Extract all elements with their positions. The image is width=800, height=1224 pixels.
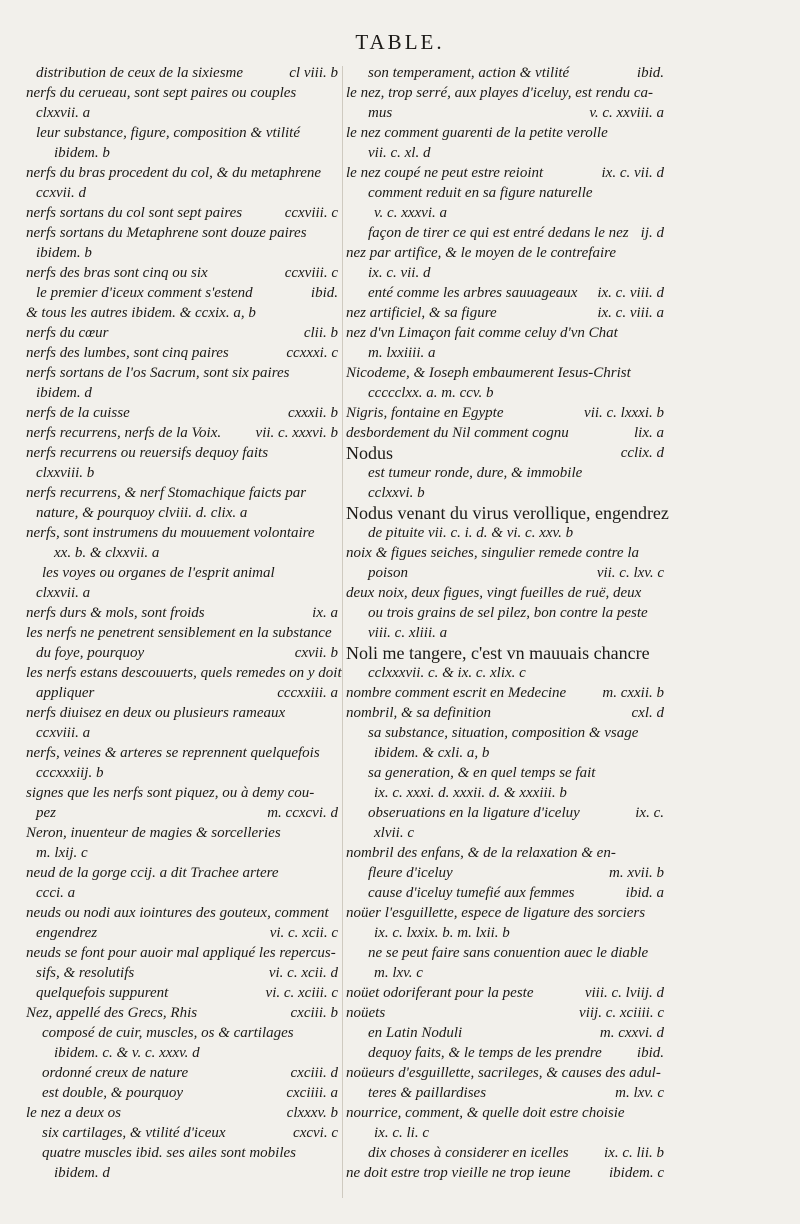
index-entry [26,443,338,463]
index-entry [26,803,338,823]
entry-text: noüer l'esguillette, espece de ligature des sorciers [346,905,646,921]
entry-text: nerfs des bras sont cinq ou six [26,265,208,281]
index-entry [346,363,664,383]
entry-page-ref: ix. c. viii. d [597,285,664,301]
index-entry [346,543,664,563]
entry-text: ccci. a [36,885,76,901]
entry-page-ref: ccxviii. c [284,265,338,281]
entry-text: mus [368,105,393,121]
entry-text: noüeurs d'esguillette, sacrileges, & causes des adul- [346,1065,661,1081]
index-entry [346,423,664,443]
index-entry [346,283,664,303]
index-entry [26,403,338,423]
index-entry [26,1103,338,1123]
index-entry [26,503,338,523]
entry-page-ref: cxciii. b [290,1005,338,1021]
entry-text: m. lxv. c [374,965,423,981]
index-entry [346,483,664,503]
index-entry [26,883,338,903]
index-entry [346,803,664,823]
index-entry [26,383,338,403]
index-entry [346,403,664,423]
entry-page-ref: cccxxiii. a [277,685,338,701]
index-entry [346,903,664,923]
index-entry [26,943,338,963]
entry-text: noüet odoriferant pour la peste [346,985,534,1001]
entry-text: ibidem. b [54,145,110,161]
entry-page-ref: ix. c. vii. d [601,165,664,181]
index-entry [26,663,342,683]
entry-page-ref: ibid. a [625,885,664,901]
entry-text: composé de cuir, muscles, os & cartilages [42,1025,294,1041]
entry-page-ref: viij. c. xciiii. c [579,1005,664,1021]
entry-page-ref: m. xvii. b [609,865,664,881]
index-entry [26,623,338,643]
entry-text: sa generation, & en quel temps se fait [368,765,596,781]
index-entry [346,783,664,803]
entry-page-ref: ibid. [636,65,664,81]
entry-page-ref: viii. c. lviij. d [584,985,664,1001]
index-entry [26,1123,338,1143]
entry-text: distribution de ceux de la sixiesme [36,65,244,81]
entry-text: clxxvii. a [36,585,91,601]
index-entry [26,1023,338,1043]
entry-text: nerfs sortans de l'os Sacrum, sont six paires [26,365,290,381]
index-entry [346,223,664,243]
entry-page-ref: vii. c. lxv. c [596,565,664,581]
entry-text: Noli me tangere, c'est vn mauuais chancre [346,643,650,663]
index-entry [346,1163,664,1183]
index-entry [346,1143,664,1163]
index-entry [346,1003,664,1023]
entry-text: clxxvii. a [36,105,91,121]
entry-text: nerfs sortans du col sont sept paires [26,205,243,221]
entry-text: dequoy faits, & le temps de les prendre [368,1045,602,1061]
entry-text: dix choses à considerer en icelles [368,1145,569,1161]
entry-page-ref: cclix. d [620,445,664,461]
index-entry [346,1123,664,1143]
entry-text: vii. c. xl. d [368,145,431,161]
index-entry [26,83,338,103]
entry-text: ccccclxx. a. m. ccv. b [368,385,494,401]
entry-text: ibidem. c. & v. c. xxxv. d [54,1045,200,1061]
index-entry [26,723,338,743]
entry-text: nez artificiel, & sa figure [346,305,497,321]
index-entry [26,103,338,123]
index-entry [26,1063,338,1083]
index-entry [346,983,664,1003]
index-entry [346,823,664,843]
index-entry [26,343,338,363]
entry-text: le nez comment guarenti de la petite verolle [346,125,608,141]
index-entry [26,463,338,483]
entry-text: deux noix, deux figues, vingt fueilles de ruë, deux [346,585,642,601]
index-entry [26,323,338,343]
index-entry [26,1043,338,1063]
index-entry [346,463,664,483]
index-entry [346,303,664,323]
index-entry [26,923,338,943]
index-entry [346,623,664,643]
entry-text: neuds se font pour auoir mal appliqué les repercus- [26,945,336,961]
entry-page-ref: ibid. [636,1045,664,1061]
index-entry [26,523,338,543]
index-entry [26,583,338,603]
index-entry [346,443,664,463]
entry-text: enté comme les arbres sauuageaux [368,285,578,301]
entry-text: nourrice, comment, & quelle doit estre choisie [346,1105,625,1121]
entry-text: nerfs durs & mols, sont froids [26,605,205,621]
index-column-left [26,63,342,1183]
entry-text: Nigris, fontaine en Egypte [346,405,504,421]
entry-text: nerfs du cœur [26,325,109,341]
index-column-right [346,63,669,1183]
entry-text: sifs, & resolutifs [36,965,135,981]
entry-text: neud de la gorge ccij. a dit Trachee artere [26,865,279,881]
index-entry [346,943,664,963]
entry-page-ref: lix. a [634,425,664,441]
entry-text: quatre muscles ibid. ses ailes sont mobiles [42,1145,297,1161]
index-entry [346,743,664,763]
entry-text: ccxvii. d [36,185,86,201]
entry-text: nerfs recurrens, & nerf Stomachique faicts par [26,485,307,501]
entry-text: quelquefois suppurent [36,985,169,1001]
index-entry [26,123,338,143]
index-entry [346,143,664,163]
entry-text: le premier d'iceux comment s'estend [36,285,253,301]
index-entry [26,423,338,443]
index-entry [346,203,664,223]
entry-text: est tumeur ronde, dure, & immobile [368,465,583,481]
entry-page-ref: m. cxxii. b [602,685,664,701]
entry-text: cclxxxvii. c. & ix. c. xlix. c [368,665,526,681]
index-entry [26,643,338,663]
entry-page-ref: ij. d [640,225,664,241]
entry-text: ibidem. & cxli. a, b [374,745,490,761]
entry-text: cccxxxiij. b [36,765,104,781]
entry-text: appliquer [36,685,95,701]
index-entry [346,343,664,363]
index-entry [346,843,664,863]
index-entry [346,563,664,583]
entry-text: façon de tirer ce qui est entré dedans le nez [368,225,629,241]
entry-text: poison [368,565,409,581]
index-entry [346,103,664,123]
index-entry [26,863,338,883]
index-entry [346,183,664,203]
entry-page-ref: cxciiii. a [286,1085,338,1101]
entry-text: Neron, inuenteur de magies & sorcelleries [26,825,281,841]
entry-text: le nez a deux os [26,1105,121,1121]
entry-text: ibidem. d [36,385,92,401]
index-entry [346,603,664,623]
index-entry [26,243,338,263]
entry-page-ref: cxcvi. c [293,1125,338,1141]
entry-text: ix. c. vii. d [368,265,431,281]
entry-page-ref: clxxxv. b [286,1105,338,1121]
index-entry [346,663,664,683]
entry-text: m. lxxiiii. a [368,345,436,361]
entry-text: Nodus venant du virus verollique, engendrez [346,503,669,523]
entry-text: comment reduit en sa figure naturelle [368,185,593,201]
entry-text: le nez, trop serré, aux playes d'iceluy, est rendu ca- [346,85,654,101]
index-entry [346,1083,664,1103]
index-entry [346,683,664,703]
entry-page-ref: cxvii. b [294,645,338,661]
index-entry [26,763,338,783]
entry-text: Nicodeme, & Ioseph embaumerent Iesus-Christ [346,365,631,381]
index-entry [346,723,664,743]
entry-text: en Latin Noduli [368,1025,463,1041]
index-entry [26,363,338,383]
index-entry [26,903,338,923]
index-entry [26,983,338,1003]
entry-text: signes que les nerfs sont piquez, ou à demy cou- [26,785,315,801]
entry-text: obseruations en la ligature d'iceluy [368,805,580,821]
entry-page-ref: ix. a [312,605,338,621]
entry-page-ref: m. cxxvi. d [599,1025,664,1041]
entry-text: nerfs de la cuisse [26,405,130,421]
entry-text: ccxviii. a [36,725,91,741]
entry-page-ref: ibidem. c [609,1165,664,1181]
entry-text: & tous les autres ibidem. & ccxix. a, b [26,305,256,321]
entry-text: six cartilages, & vtilité d'iceux [42,1125,226,1141]
entry-page-ref: clii. b [303,325,338,341]
index-entry [26,603,338,623]
index-entry [26,1083,338,1103]
index-entry [346,1103,664,1123]
index-entry [346,963,664,983]
index-entry [26,963,338,983]
index-entry [346,703,664,723]
index-entry [346,83,664,103]
entry-text: du foye, pourquoy [36,645,145,661]
entry-text: le nez coupé ne peut estre reioint [346,165,544,181]
entry-text: engendrez [36,925,98,941]
entry-text: noix & figues seiches, singulier remede contre la [346,545,639,561]
index-entry [346,383,664,403]
entry-text: desbordement du Nil comment cognu [346,425,569,441]
entry-page-ref: ccxviii. c [284,205,338,221]
entry-text: les nerfs ne penetrent sensiblement en la substance [26,625,332,641]
entry-page-ref: vi. c. xcii. c [269,925,338,941]
entry-page-ref: ccxxxi. c [286,345,338,361]
index-entry [346,503,669,523]
index-entry [26,823,338,843]
index-entry [346,523,664,543]
entry-page-ref: v. c. xxviii. a [589,105,664,121]
index-entry [346,263,664,283]
index-entry [26,1163,338,1183]
index-entry [26,483,338,503]
entry-text: ix. c. xxxi. d. xxxii. d. & xxxiii. b [374,785,567,801]
entry-text: cause d'iceluy tumefié aux femmes [368,885,575,901]
entry-text: nerfs recurrens ou reuersifs dequoy faits [26,445,269,461]
entry-page-ref: ibid. [310,285,338,301]
entry-text: nerfs, veines & arteres se reprennent quelquefois [26,745,320,761]
entry-text: leur substance, figure, composition & vtilité [36,125,300,141]
index-entry [26,63,338,83]
index-entry [346,883,664,903]
index-entry [26,143,338,163]
entry-text: nerfs des lumbes, sont cinq paires [26,345,229,361]
entry-text: nez d'vn Limaçon fait comme celuy d'vn Chat [346,325,618,341]
index-entry [26,563,338,583]
index-entry [26,843,338,863]
index-entry [26,223,338,243]
entry-text: nerfs sortans du Metaphrene sont douze paires [26,225,307,241]
entry-text: est double, & pourquoy [42,1085,184,1101]
entry-text: nature, & pourquoy clviii. d. clix. a [36,505,248,521]
entry-text: les nerfs estans descouuerts, quels remedes on y doit [26,665,342,681]
entry-text: ou trois grains de sel pilez, bon contre la peste [368,605,648,621]
entry-text: nombre comment escrit en Medecine [346,685,567,701]
index-entry [346,243,664,263]
index-entry [346,643,664,663]
entry-text: nerfs du bras procedent du col, & du metaphrene [26,165,322,181]
entry-text: Nodus [346,443,394,463]
entry-page-ref: vi. c. xcii. d [268,965,338,981]
index-entry [26,263,338,283]
index-entry [346,583,664,603]
entry-text: nerfs recurrens, nerfs de la Voix. [26,425,222,441]
entry-page-ref: vii. c. xxxvi. b [255,425,338,441]
entry-page-ref: ix. c. viii. a [597,305,664,321]
entry-text: ne doit estre trop vieille ne trop ieune [346,1165,571,1181]
entry-text: son temperament, action & vtilité [368,65,570,81]
index-entry [346,1063,664,1083]
entry-page-ref: m. ccxcvi. d [267,805,338,821]
index-entry [346,123,664,143]
index-entry [26,163,338,183]
index-entry [346,63,664,83]
entry-text: xx. b. & clxxvii. a [54,545,160,561]
index-entry [26,543,338,563]
entry-text: ordonné creux de nature [42,1065,189,1081]
index-entry [26,743,338,763]
entry-text: v. c. xxxvi. a [374,205,448,221]
entry-text: pez [36,805,56,821]
entry-page-ref: m. lxv. c [615,1085,664,1101]
column-gutter [342,66,343,1198]
entry-text: nez par artifice, & le moyen de le contrefaire [346,245,617,261]
index-entry [346,163,664,183]
entry-text: nombril, & sa definition [346,705,492,721]
entry-text: clxxviii. b [36,465,95,481]
entry-text: nerfs, sont instrumens du mouuement volontaire [26,525,315,541]
entry-text: nerfs du cerueau, sont sept paires ou couples [26,85,297,101]
entry-page-ref: cl viii. b [289,65,338,81]
index-entry [26,303,338,323]
entry-text: cclxxvi. b [368,485,425,501]
index-entry [346,763,664,783]
running-head: TABLE. [355,30,445,54]
index-entry [346,923,664,943]
entry-text: xlvii. c [374,825,414,841]
entry-page-ref: ix. c. [635,805,664,821]
index-entry [26,203,338,223]
entry-page-ref: vii. c. lxxxi. b [584,405,664,421]
entry-text: ibidem. d [54,1165,110,1181]
entry-page-ref: cxxxii. b [288,405,338,421]
entry-page-ref: cxciii. d [290,1065,338,1081]
entry-text: ix. c. li. c [374,1125,429,1141]
entry-text: m. lxij. c [36,845,88,861]
entry-text: ne se peut faire sans conuention auec le diable [368,945,649,961]
entry-text: ix. c. lxxix. b. m. lxii. b [374,925,510,941]
entry-page-ref: cxl. d [631,705,664,721]
index-entry [26,703,338,723]
index-entry [26,183,338,203]
entry-text: nombril des enfans, & de la relaxation & en- [346,845,616,861]
index-entry [26,1003,338,1023]
entry-text: fleure d'iceluy [368,865,453,881]
entry-page-ref: ix. c. lii. b [604,1145,664,1161]
index-entry [26,1143,338,1163]
index-entry [26,683,338,703]
entry-text: de pituite vii. c. i. d. & vi. c. xxv. b [368,525,574,541]
entry-text: nerfs diuisez en deux ou plusieurs rameaux [26,705,286,721]
entry-page-ref: vi. c. xciii. c [265,985,338,1001]
index-entry [346,323,664,343]
index-entry [346,1043,664,1063]
index-entry [26,783,338,803]
entry-text: noüets [346,1005,386,1021]
entry-text: teres & paillardises [368,1085,487,1101]
entry-text: les voyes ou organes de l'esprit animal [42,565,275,581]
entry-text: viii. c. xliii. a [368,625,448,641]
entry-text: neuds ou nodi aux iointures des gouteux, comment [26,905,329,921]
entry-text: Nez, appellé des Grecs, Rhis [26,1005,198,1021]
index-entry [26,283,338,303]
entry-text: ibidem. b [36,245,92,261]
entry-text: sa substance, situation, composition & vsage [368,725,639,741]
index-entry [346,863,664,883]
index-entry [346,1023,664,1043]
